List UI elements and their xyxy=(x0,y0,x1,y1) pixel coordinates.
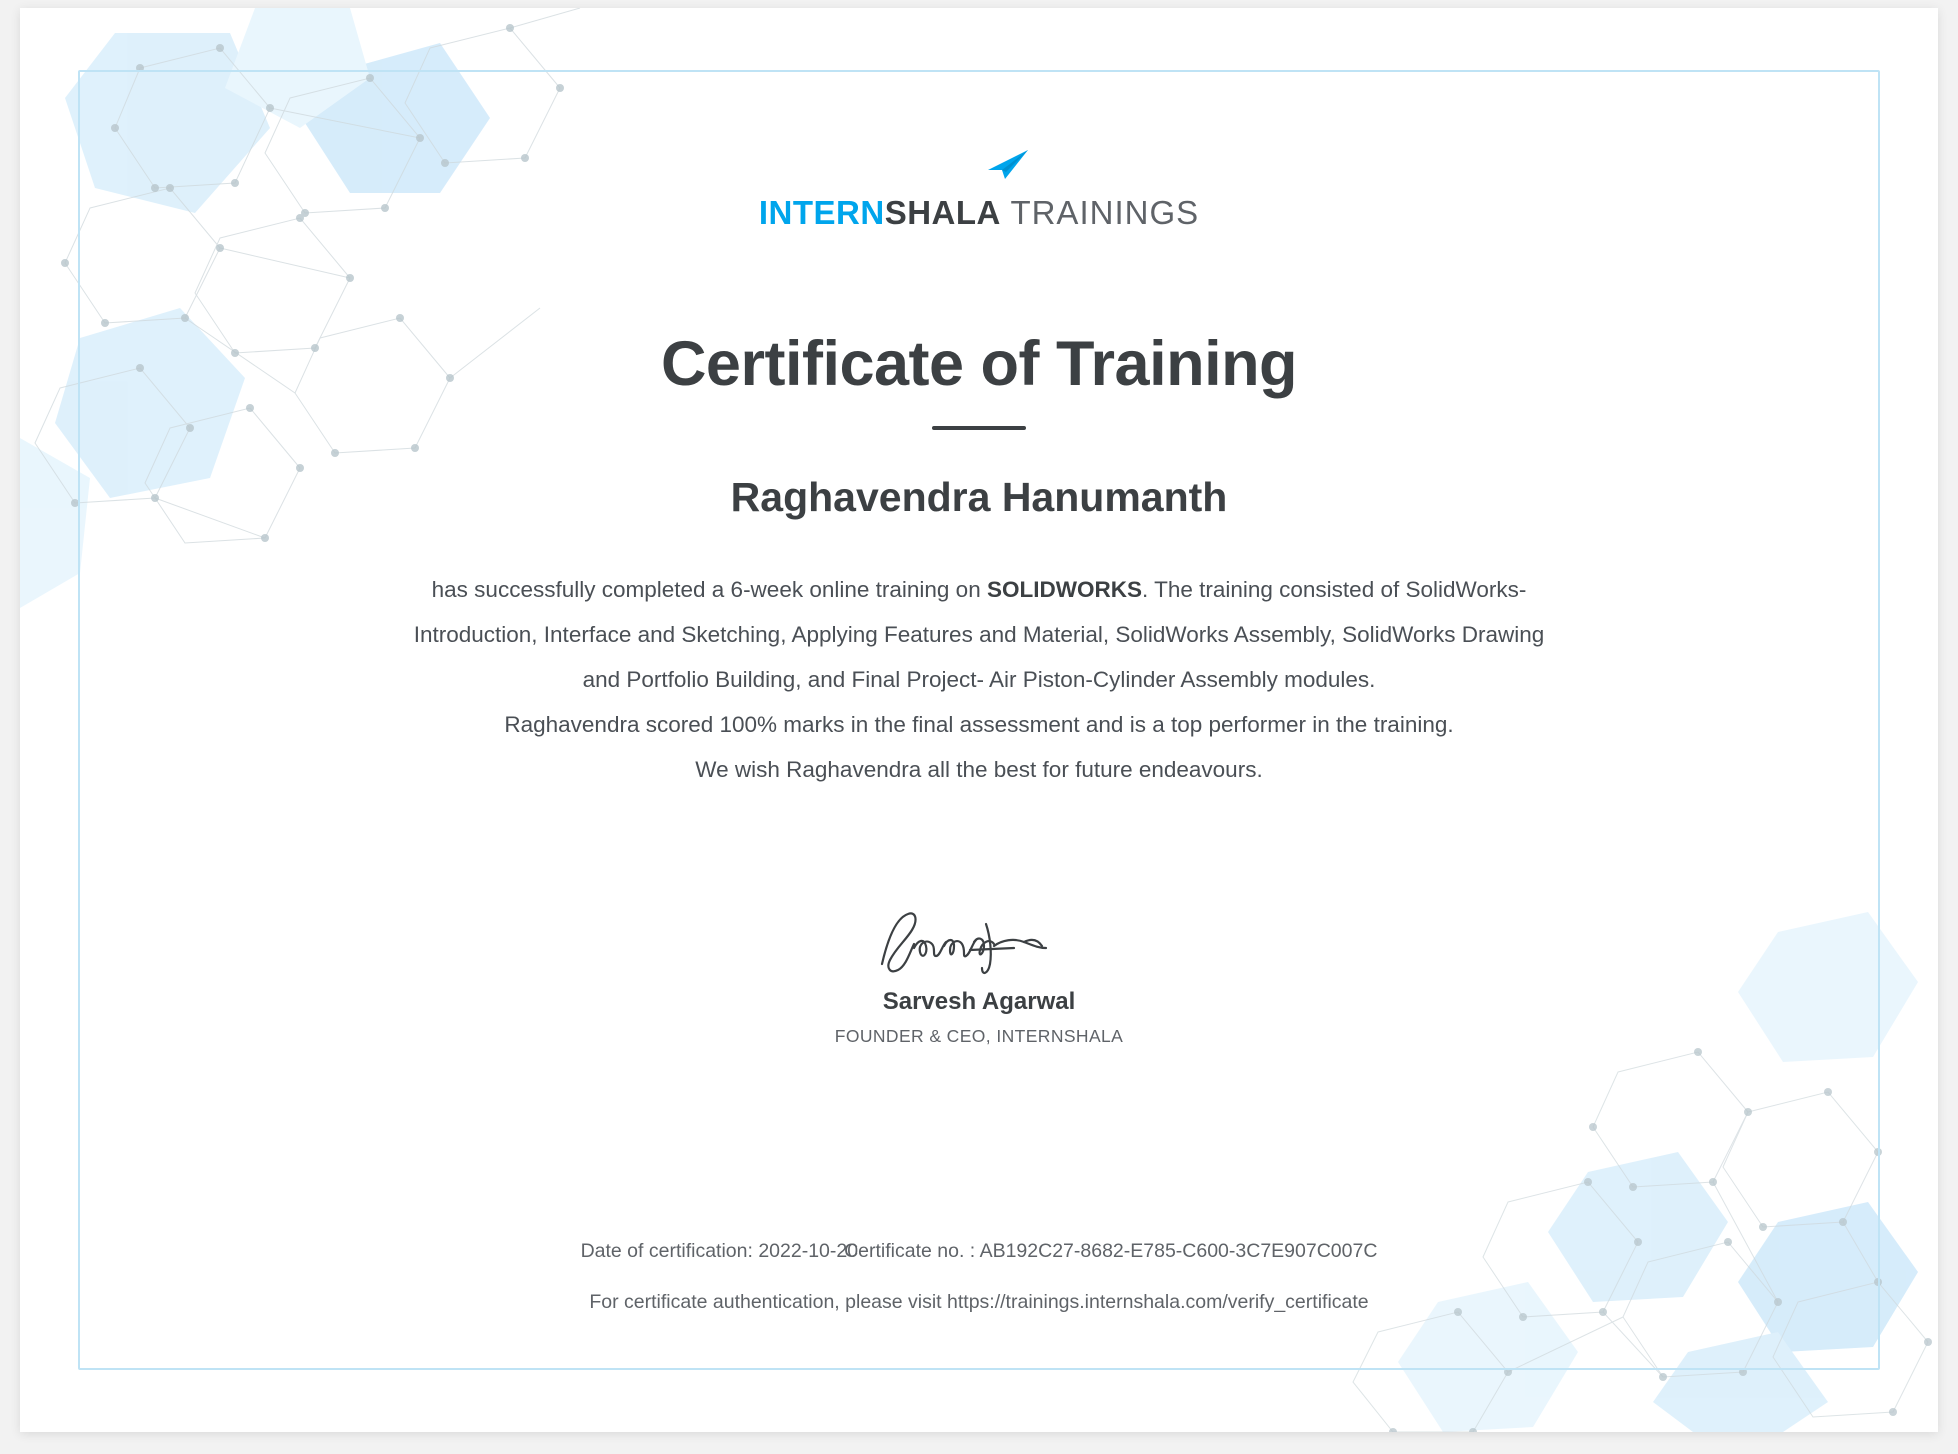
recipient-name: Raghavendra Hanumanth xyxy=(730,474,1228,520)
logo-text-intern: INTERN xyxy=(758,194,885,231)
body-line-3: and Portfolio Building, and Final Project- Air Piston-Cylinder Assembly modules. xyxy=(582,667,1376,692)
body-line-1-lead: has successfully completed a 6-week online training on xyxy=(431,577,981,602)
cert-no-label: Certificate no. : xyxy=(844,1240,980,1262)
verify-url[interactable]: https://trainings.internshala.com/verify_certificate xyxy=(947,1291,1369,1313)
internshala-logo xyxy=(759,170,1199,232)
body-line-1-tail: . The training consisted of SolidWorks- xyxy=(1141,577,1527,602)
cert-no-value: AB192C27-8682-E785-C600-3C7E907C007C xyxy=(979,1240,1378,1262)
certificate-title: Certificate of Training xyxy=(660,329,1298,399)
signatory-name: Sarvesh Agarwal xyxy=(882,988,1076,1015)
logo-text xyxy=(759,194,1199,232)
signature-block xyxy=(835,904,1124,1047)
certificate-document xyxy=(20,8,1938,1432)
body-line-5: We wish Raghavendra all the best for future endeavours. xyxy=(695,757,1263,782)
body-line-4: Raghavendra scored 100% marks in the final assessment and is a top performer in the training. xyxy=(504,712,1454,737)
course-name: SOLIDWORKS xyxy=(986,577,1142,602)
auth-text: For certificate authentication, please visit xyxy=(589,1291,948,1313)
signature-image xyxy=(874,904,1084,982)
logo-text-trainings: TRAININGS xyxy=(1000,194,1200,231)
logo-text-shala: SHALA xyxy=(884,194,1001,231)
body-line-1 xyxy=(284,567,1674,612)
title-divider xyxy=(932,426,1026,430)
body-line-2: Introduction, Interface and Sketching, Applying Features and Material, SolidWorks Assembly, SolidWorks Drawing xyxy=(413,622,1545,647)
certificate-body xyxy=(284,567,1674,792)
certificate-content xyxy=(20,8,1938,1432)
date-label: Date of certification: xyxy=(580,1240,759,1262)
signatory-role: FOUNDER & CEO, INTERNSHALA xyxy=(834,1026,1124,1046)
date-value: 2022-10-20 xyxy=(758,1240,859,1262)
paper-plane-icon xyxy=(985,148,1031,182)
